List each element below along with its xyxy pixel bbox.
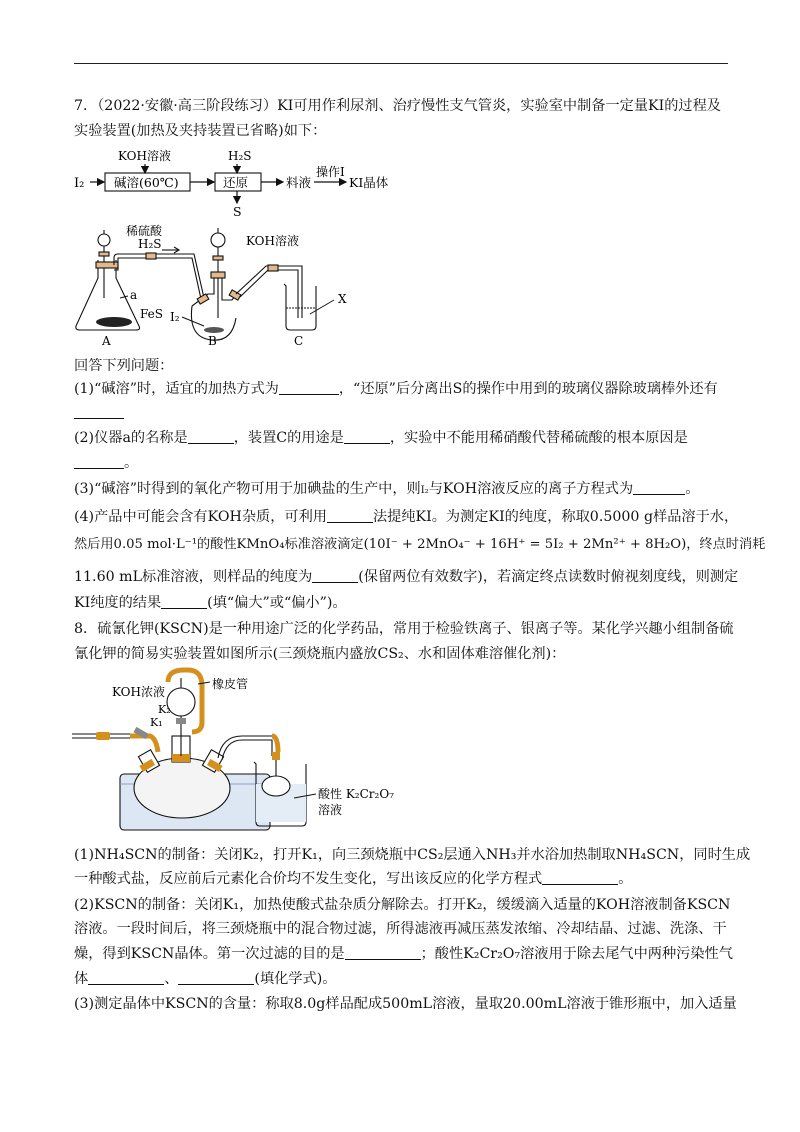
label-A: A <box>102 334 111 348</box>
q7-p4-line4: KI纯度的结果 (填“偏大”或“偏小”)。 <box>74 595 347 611</box>
blank-1a[interactable] <box>279 380 339 395</box>
blank-2c[interactable] <box>74 454 124 469</box>
q8-p1-line2: 一种酸式盐，反应前后元素化合价均不发生变化，写出该反应的化学方程式 。 <box>74 871 633 887</box>
blank-8-2a[interactable] <box>345 945 421 960</box>
q8-p3-line1: (3)测定晶体中KSCN的含量：称取8.0g样品配成500mL溶液，量取20.00mL溶液于锥形瓶中，加入适量 <box>74 996 737 1012</box>
flow-s-label: S <box>233 204 242 219</box>
label-acid: 稀硫酸 <box>126 224 163 238</box>
blank-8-2b[interactable] <box>88 970 164 985</box>
q7-apparatus <box>70 218 390 348</box>
q7-p1-line2 <box>74 403 734 423</box>
flow-koh-label: KOH溶液 <box>118 149 171 163</box>
blank-2b[interactable] <box>344 429 390 444</box>
q7-p4-line1: (4)产品中可能会含有KOH杂质，可利用 法提纯KI。为测定KI的纯度，称取0.5000 g样品溶于水， <box>74 509 739 525</box>
blank-8-2c[interactable] <box>178 970 254 985</box>
label-koh: KOH溶液 <box>246 234 299 248</box>
blank-2a[interactable] <box>188 429 234 444</box>
q8-p2-line3: 燥，得到KSCN晶体。第一次过滤的目的是 ；酸性K₂Cr₂O₇溶液用于除去尾气中两种污染性气 <box>74 946 733 962</box>
q8-stem-line2: 氰化钾的简易实验装置如图所示(三颈烧瓶内盛放CS₂、水和固体难溶催化剂)： <box>74 646 566 662</box>
flow-product: KI晶体 <box>349 175 389 190</box>
q8-p2-line2: 溶液。一段时间后，将三颈烧瓶中的混合物过滤，所得滤液再减压蒸发浓缩、冷却结晶、过滤、洗涤、干 <box>74 921 727 937</box>
flow-box-reduce-text: 还原 <box>223 175 249 190</box>
beaker-c <box>284 266 316 330</box>
q7-stem-line1: 7．（2022·安徽·高三阶段练习）KI可用作利尿剂、治疗慢性支气管炎，实验室中制备一定量KI的过程及 <box>74 98 721 114</box>
dropping-funnel <box>167 678 195 756</box>
blank-8-1[interactable] <box>542 870 618 885</box>
blank-4c[interactable] <box>161 594 207 609</box>
flow-h2s-label: H₂S <box>228 149 252 163</box>
q8-stem-line1: 8．硫氰化钾(KSCN)是一种用途广泛的化学药品，常用于检验铁离子、银离子等。某化学兴趣小组制备硫 <box>74 621 734 637</box>
blank-4a[interactable] <box>327 508 373 523</box>
outlet-hose <box>272 736 278 752</box>
q7-flow-diagram <box>70 142 430 220</box>
q7-p2-line1: (2)仪器a的名称是 ，装置C的用途是 ，实验中不能用稀硝酸代替稀硫酸的根本原因是 <box>74 430 688 446</box>
q7-p3: (3)“碱溶”时得到的氧化产物可用于加碘盐的生产中，则I₂与KOH溶液反应的离子方程式为 。 <box>74 481 700 497</box>
inlet-hose <box>130 736 158 752</box>
label-acid-dichromate: 酸性 K₂Cr₂O₇ <box>318 787 394 801</box>
blank-3[interactable] <box>633 480 685 495</box>
label-rubber-tube: 橡皮管 <box>212 677 249 691</box>
label-fes: FeS <box>140 307 163 321</box>
q8-apparatus <box>72 666 402 838</box>
flow-box-alkali-text: 碱溶(60℃) <box>114 175 179 190</box>
label-C: C <box>294 334 304 348</box>
q7-p1-line1: (1)“碱溶”时，适宜的加热方式为 ，“还原”后分离出S的操作中用到的玻璃仪器除玻璃棒外还有 <box>74 381 718 397</box>
absorber-beaker <box>254 760 306 826</box>
label-acid-solution: 溶液 <box>318 803 343 817</box>
label-koh-conc: KOH浓液 <box>112 685 165 699</box>
q7-p4-line3: 11.60 mL标准溶液，则样品的纯度为 (保留两位有效数字)，若滴定终点读数时俯视刻度线，则测定 <box>74 569 739 585</box>
three-neck-flask <box>134 736 230 818</box>
fes-solid <box>96 317 132 327</box>
flow-op-label: 操作I <box>316 165 345 179</box>
q8-p1-line1: (1)NH₄SCN的制备：关闭K₂，打开K₁，向三颈烧瓶中CS₂层通入NH₃并水浴加热制取NH₄SCN，同时生成 <box>74 847 751 863</box>
header-rule <box>74 63 728 64</box>
q7-stem-line2: 实验装置(加热及夹持装置已省略)如下： <box>74 123 327 139</box>
label-h2s: H₂S <box>138 237 162 251</box>
i2-solid <box>204 327 224 333</box>
blank-1b[interactable] <box>74 404 124 419</box>
blank-4b[interactable] <box>312 568 358 583</box>
label-x: X <box>338 292 347 306</box>
q8-p2-line1: (2)KSCN的制备：关闭K₁，加热使酸式盐杂质分解除去。打开K₂，缓缓滴入适量的KOH溶液制备KSCN <box>74 897 731 913</box>
q7-p4-line2: 然后用0.05 mol·L⁻¹的酸性KMnO₄标准溶液滴定(10I⁻ + 2MnO₄⁻ + 16H⁺ = 5I₂ + 2Mn²⁺ + 8H₂O)，终点时消耗 <box>74 537 766 552</box>
valve-k2[interactable] <box>176 718 186 724</box>
label-i2: I₂ <box>170 310 180 324</box>
flow-liquor: 料液 <box>286 175 312 190</box>
label-k2: K₂ <box>158 703 171 716</box>
label-B: B <box>208 334 217 348</box>
q7-p2-line2: 。 <box>74 453 734 473</box>
q7-answer-intro: 回答下列问题： <box>74 358 174 374</box>
flow-start-i2: I₂ <box>74 176 85 191</box>
label-a: a <box>130 288 138 302</box>
label-k1: K₁ <box>150 716 163 729</box>
q8-p2-line4: 体 、 (填化学式)。 <box>74 971 337 987</box>
rubber-joint-left <box>96 732 110 740</box>
